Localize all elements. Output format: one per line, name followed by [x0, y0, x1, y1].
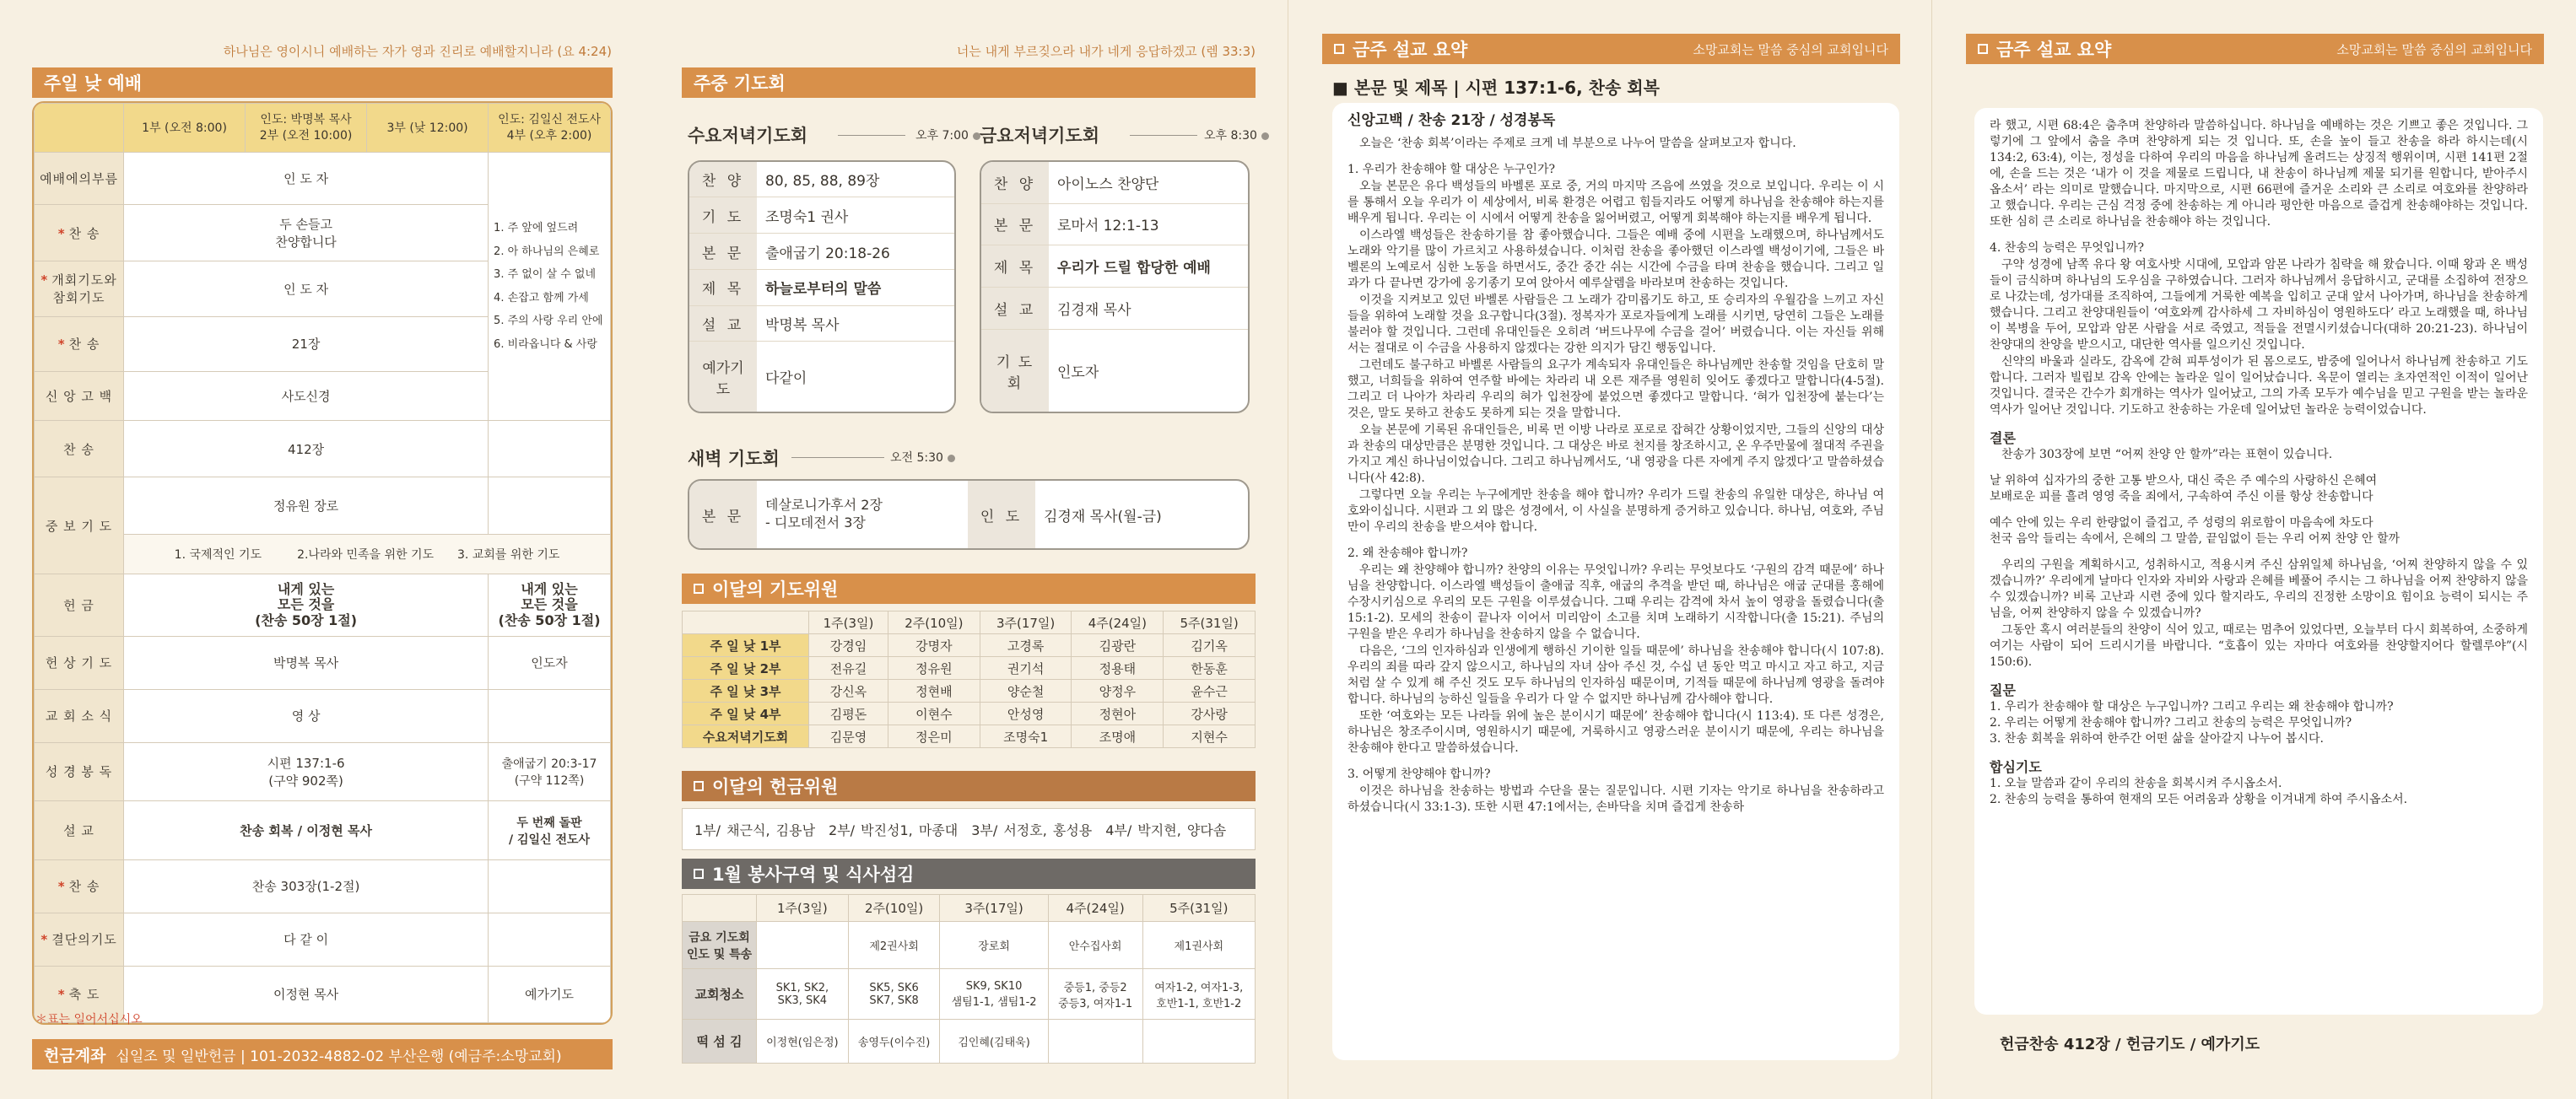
- fri-v4: 김경재 목사: [1049, 288, 1248, 330]
- val-hymn3-4: [489, 420, 611, 477]
- val-reading-4: 출애굽기 20:3-17 (구약 112쪽): [489, 742, 611, 801]
- question-heading: 질문: [1990, 682, 2016, 698]
- dawn-v2: 김경재 목사(월-금): [1044, 508, 1162, 525]
- val-decision: 다 같 이: [124, 913, 489, 966]
- duty-h3: 3주(17일): [940, 895, 1048, 922]
- prayer-h1: 1주(3일): [809, 611, 888, 634]
- account-label: 헌금계좌: [44, 1046, 106, 1065]
- label-hymn4: * 찬 송: [35, 859, 124, 913]
- val-intercession: 정유원 장로: [124, 477, 489, 534]
- dawn-title: 새벽 기도회: [688, 449, 780, 469]
- section-header-sunday: [32, 67, 613, 98]
- dawn-k1: 본 문: [689, 481, 757, 548]
- wed-v6: 다같이: [765, 370, 807, 388]
- table-row: 수요저녁기도회 김문영 정은미 조명숙1 조명애 지현수: [683, 725, 1256, 748]
- sermon-header-title: 금주 설교 요약: [1996, 40, 2112, 60]
- duty-h5: 5주(31일): [1142, 895, 1255, 922]
- val-hymn1: 두 손들고 찬양합니다: [124, 205, 489, 261]
- square-icon: [1978, 44, 1988, 54]
- panel-sunday-worship: [0, 0, 644, 1099]
- table-row: 주 일 낮 3부 강신옥 정현배 양순철 양정우 윤수근: [683, 680, 1256, 703]
- para: 라 했고, 시편 68:4은 춤추며 찬양하라 말씀하십니다. 하나님을 예배하는 것은 기쁘고 좋은 것입니다. 그렇기에 그 앞에서 춤을 추며 찬양하게 되는 것 입니다. 또, 손을 높이 들고 찬송을 하라 하시는데(시 134:2, 63:4), 이는, 정성을 다하여 우리의 마음을 하나님께 올려드는 상징적 행위이며, 시편 141편 2절에, 손을 드는 것은 ‘내가 이 것을 제물로 드립니다, 내 찬송이 하나님께 제물 되기를 원합니다, 받아주시옵소서’ 라는 의미로 말했습니다. 마지막으로, 시편 66편에 즐거운 소리와 큰 소리로 여호와를 찬양하라고 했습니다. 우리는 근심 걱정 중에 찬송하는 게 아니라 평안한 마음으로 즐겁게 찬송해야하는 것입니다. 또한 심히 큰 소리로 하나님을 찬송해야 하는 것입니다.: [1990, 119, 2528, 229]
- duty-h1: 1주(3일): [757, 895, 849, 922]
- table-row: 금요 기도회 인도 및 특송 제2권사회 장로회 안수집사회 제1권사회: [683, 922, 1256, 969]
- prayer-h5: 5주(31일): [1164, 611, 1256, 634]
- fri-v3: 우리가 드릴 합당한 예배: [1049, 245, 1248, 288]
- fri-title: 금요저녁기도회: [980, 126, 1100, 146]
- wed-v4: 하늘로부터의 말씀: [757, 269, 954, 305]
- para: 그렇다면 오늘 우리는 누구에게만 찬송을 해야 합니까? 우리가 드릴 찬송의 유일한 대상은, 하나님 여호와이십니다. 시편과 그 외 많은 성경에서, 이 사실을 분명하게 증거하고 있습니다. 하나님, 여호와, 주님만이 우리의 찬송을 받으셔야 합니다.: [1347, 488, 1884, 534]
- liturgy-line: 신앙고백 / 찬송 21장 / 성경봉독: [1347, 112, 1556, 129]
- prayer-list: 1. 오늘 말씀과 같이 우리의 찬송을 회복시켜 주시옵소서. 2. 찬송의 능력을 통하여 현재의 모든 어려움과 상황을 이겨내게 하여 주시옵소서.: [1990, 777, 2408, 806]
- section-header-duty: [682, 859, 1256, 889]
- para-heading: 3. 어떻게 찬양해야 합니까?: [1347, 768, 1491, 781]
- song-6: 6. 비라옵니다 & 사랑: [494, 337, 597, 351]
- head-part4: 인도: 김일신 전도사 4부 (오후 2:00): [489, 104, 611, 153]
- val-offering: 내게 있는 모든 것을 (찬송 50장 1절): [124, 574, 489, 636]
- val-hymn2: 21장: [124, 316, 489, 371]
- panel-sermon-summary-2: [1932, 0, 2576, 1099]
- offer-title: 이달의 헌금위원: [712, 777, 839, 797]
- wed-card: [688, 160, 956, 413]
- head-part3: 3부 (낮 12:00): [367, 104, 489, 153]
- offering-members: 1부/ 채근식, 김용남 2부/ 박진성1, 마종대 3부/ 서정호, 홍성용 4부/ 박지현, 양다솜: [682, 808, 1256, 850]
- wed-v3: 출애굽기 20:18-26: [757, 234, 954, 270]
- prayer-corner: [683, 611, 809, 634]
- dawn-card: [688, 479, 1250, 550]
- wed-v5: 박명복 목사: [757, 305, 954, 342]
- para: 우리의 구원을 계획하시고, 성취하시고, 적용시켜 주신 삼위일체 하나님을, ‘어찌 찬양하지 않을 수 있겠습니까?’ 우리에게 날마다 인자와 자비와 사랑과 은혜를 베풀어 주시는 그 하나님을 어찌 찬양하지 않을 수 있겠습니까? 비록 고난과 시련 중에 있다 할지라도, 우리의 진정한 소망이요 힘이요 능력이 되시는 주님을, 어찌 찬양하지 않을 수 있겠습니까?: [1990, 558, 2528, 620]
- para: 이스라엘 백성들은 찬송하기를 참 좋아했습니다. 그들은 예배 중에 시편을 노래했으며, 하나님께서도 노래와 악기를 많이 가르치고 사용하셨습니다. 이처럼 찬송을 좋아했던 이스라엘 백성이기에, 그들은 바벨론의 노예로서 심한 노동을 하면서도, 중간 중간 쉬는 시간에 수금을 타며 찬송을 했습니다. 그리고 일과가 다 끝나면 강가에 옹기종기 모여 앉아서 예루살렘을 바라보며 찬송하는 것입니다.: [1347, 229, 1884, 290]
- fri-k2: 본 문: [981, 203, 1049, 245]
- para: 신약의 바울과 실라도, 감옥에 갇혀 피투성이가 된 몸으로도, 밤중에 일어나서 하나님께 찬송하고 기도합니다. 그러자 빌립보 감옥 안에는 놀라운 일이 일어났습니다. 옥문이 열리는 초자연적인 이적이 일어난 것입니다. 결국은 간수가 회개하는 역사가 일어났고, 그의 가족 모두가 예수님을 믿고 구원을 받는 놀라운 역사가 일어난 것입니다. 기도하고 찬송하는 가운데 일어났던 놀라운 능력이었습니다.: [1990, 355, 2528, 417]
- verse-john: 하나님은 영이시니 예배하는 자가 영과 진리로 예배할지니라 (요 4:24): [223, 44, 612, 59]
- val-benediction-4: 예가기도: [489, 966, 611, 1022]
- label-hymn2: * 찬 송: [35, 316, 124, 371]
- square-icon: [694, 869, 704, 879]
- val-offering-4: 내게 있는 모든 것을 (찬송 50장 1절): [489, 574, 611, 636]
- section-header-sermon: [1322, 34, 1900, 64]
- fri-rule: [1130, 135, 1197, 136]
- para-heading: 4. 찬송의 능력은 무엇입니까?: [1990, 241, 2144, 255]
- sermon-text-1: [1332, 103, 1899, 1060]
- verse-jeremiah: 너는 내게 부르짖으라 내가 네게 응답하겠고 (렘 33:3): [956, 44, 1256, 59]
- fri-k4: 설 교: [981, 288, 1049, 330]
- section-title: 주중 기도회: [694, 73, 786, 94]
- label-hymn1: * 찬 송: [35, 205, 124, 261]
- duty-h4: 4주(24일): [1048, 895, 1142, 922]
- duty-corner: [683, 895, 757, 922]
- song-1: 1. 주 앞에 엎드려: [494, 222, 579, 235]
- para: 다음은, ‘그의 인자하심과 인생에게 행하신 기이한 일들 때문에’ 하나님을 찬송해야 합니다(시 107:8). 우리의 죄를 따라 갚지 않으시고, 하나님의 자녀 삼아 주신 것, 수십 년 동안 먹고 마시고 자고 하고, 지금처럼 살 수 있게 해 주신 것도 모두 하나님의 인자하심 때문이며, 기적들 때문에 하나님께 영광을 돌려야 합니다. 하나님의 능하신 일들을 우리가 다 알 수 없지만 하나님께 감사해야 합니다.: [1347, 644, 1884, 706]
- wed-k2: 기 도: [689, 197, 757, 234]
- label-offering: 헌 금: [35, 574, 124, 636]
- table-row: 떡 섬 김 이정현(임은정) 송영두(이수진) 김인혜(김태욱): [683, 1020, 1256, 1064]
- panel-sermon-summary-1: [1288, 0, 1932, 1099]
- para: 우리는 왜 찬양해야 합니까? 찬양의 이유는 무엇입니까? 우리는 무엇보다도 ‘구원의 감격 때문에’ 하나님을 찬양합니다. 이스라엘 백성들이 출애굽 직후, 애굽의 추격을 받던 때, 하나님은 애굽 군대를 홍해에 수장시키심으로 우리의 모든 구원을 이루셨습니다. 그때 우리는 감격에 차서 높이 영광을 돌렸습니다(출 15:1-2). 모세의 찬송이 끝나자 이어서 미리암이 소고를 치며 노래하기 시작합니다(출 15:21). 주님의 구원을 받은 우리가 하나님을 찬송하지 않을 수 없습니다.: [1347, 563, 1884, 641]
- label-benediction: * 축 도: [35, 966, 124, 1022]
- hymn-lyrics-2: 예수 안에 있는 우리 한량없이 즐겁고, 주 성령의 위로함이 마음속에 차도다 천국 음악 들리는 속에서, 은혜의 그 말씀, 끝임없이 듣는 우리 어찌 찬양 안 할까: [1990, 516, 2400, 546]
- head-part2: 인도: 박명복 목사 2부 (오전 10:00): [246, 104, 367, 153]
- song-5: 5. 주의 사랑 우리 안에: [494, 315, 603, 328]
- worship-order-table: [32, 101, 613, 1025]
- wed-k4: 제 목: [689, 269, 757, 305]
- dawn-rule: [791, 457, 884, 458]
- para: 그런데도 불구하고 바벨론 사람들의 요구가 계속되자 유대인들은 하나님께만 찬송할 것임을 단호히 말했고, 너희들을 위하여 연주할 바에는 차라리 내 오른 재주를 영원히 잊어도 좋겠다고 말합니다(4-5절). 그리고 더 나아가 차라리 우리의 혀가 입천장에 붙었으면 좋겠다고 말합니다. ‘혀가 입천장에 붙는다’는 것은, 말도 못하고 찬송도 못하게 되는 것을 말합니다.: [1347, 358, 1884, 420]
- hymn-lyrics-1: 날 위하여 십자가의 중한 고통 받으사, 대신 죽은 주 예수의 사랑하신 은혜여 보배로운 피를 흘려 영영 죽을 죄에서, 구속하여 주신 이를 항상 찬송합니다: [1990, 474, 2378, 504]
- head-corner: [35, 104, 124, 153]
- label-decision: * 결단의기도: [35, 913, 124, 966]
- val-reading: 시편 137:1-6 (구약 902쪽): [124, 742, 489, 801]
- square-icon: [1334, 44, 1344, 54]
- label-opening-prayer: * 개회기도와 참회기도: [35, 261, 124, 316]
- section-header-prayer-members: [682, 574, 1256, 604]
- para: 이것은 하나님을 찬송하는 방법과 수단을 묻는 질문입니다. 시편 기자는 악기로 하나님을 찬송하라고 하셨습니다(시 33:1-3). 또한 시편 47:1에서는, 손바닥을 치며 즐겁게 찬송하: [1347, 784, 1884, 814]
- prayer-heading: 합심기도: [1990, 759, 2042, 775]
- wed-time: 오후 7:00: [915, 127, 980, 143]
- label-call: 예배에의부름: [35, 153, 124, 205]
- val-hymn4: 찬송 303장(1-2절): [124, 859, 489, 913]
- conclusion-heading: 결론: [1990, 430, 2016, 446]
- head-part1: 1부 (오전 8:00): [124, 104, 246, 153]
- label-news: 교 회 소 식: [35, 689, 124, 742]
- val-hymn4-4: [489, 859, 611, 913]
- wed-k6: 예가기도: [689, 342, 757, 412]
- dawn-time: 오전 5:30: [890, 449, 955, 466]
- val-offering-prayer-4: 인도자: [489, 636, 611, 689]
- val-hymn3: 412장: [124, 420, 489, 477]
- fri-time: 오후 8:30: [1204, 127, 1269, 143]
- table-row: 주 일 낮 2부 전유길 정유원 권기석 정용태 한동훈: [683, 657, 1256, 680]
- fri-v2: 로마서 12:1-13: [1049, 203, 1248, 245]
- val-intercession-4: [489, 477, 611, 534]
- church-slogan: 소망교회는 말씀 중심의 교회입니다: [2336, 41, 2532, 57]
- sermon-header-title: 금주 설교 요약: [1353, 40, 1468, 60]
- para: 구약 성경에 남쪽 유다 왕 여호사밧 시대에, 모압과 암몬 나라가 침략을 해 왔습니다. 이때 왕과 온 백성들이 금식하며 하나님의 도우심을 구하였습니다. 그러자 하나님께서 응답하시고, 군대를 소집하여 전장으로 나갔는데, 성가대를 조직하여, 그들에게 거룩한 예복을 입히고 군대 앞서 나아가며, 하나님을 찬송하게 했습니다. 그리고 찬양대원들이 ‘여호와께 감사하세 그 자비하심이 영원하도다’ 라고 노래했을 때, 하나님이 복병을 두어, 모압과 암몬 사람을 서로 죽였고, 적들을 전멸시키셨습니다(대하 20:21-23). 하나님이 찬양대의 찬양을 받으시고, 대단한 역사를 일으키신 것입니다.: [1990, 258, 2528, 352]
- song-2: 2. 아 하나님의 은혜로: [494, 245, 600, 258]
- square-icon: [694, 584, 704, 594]
- para: 이것을 지켜보고 있던 바벨론 사람들은 그 노래가 감미롭기도 하고, 또 승리자의 우월감을 느끼고 자신들을 위하여 노래할 것을 요구합니다(3절). 정복자가 포로자들에게 노래를 시키면, 당연히 그들은 노래를 불러야 할 것입니다. 그런데 유대인들은 오히려 ‘버드나무에 수금을 걸어’ 버렸습니다. 이는 자신들 위해서는 절대로 이 수금을 사용하지 않겠다는 강한 의지가 담긴 행동입니다.: [1347, 294, 1884, 355]
- label-intercession: 중 보 기 도: [35, 477, 124, 574]
- label-sermon: 설 교: [35, 801, 124, 860]
- church-slogan: 소망교회는 말씀 중심의 교회입니다: [1693, 41, 1888, 57]
- account-value: 십일조 및 일반헌금 | 101-2032-4882-02 부산은행 (예금주:소망교회): [116, 1048, 562, 1065]
- wed-title: 수요저녁기도회: [688, 126, 808, 146]
- offering-footer: 헌금찬송 412장 / 헌금기도 / 예가기도: [2000, 1036, 2260, 1053]
- standing-note: ＊표는 일어서십시오: [35, 1013, 143, 1026]
- prayer-h2: 2주(10일): [888, 611, 980, 634]
- sermon-passage: ■ 본문 및 제목 | 시편 137:1-6, 찬송 회복: [1332, 78, 1660, 98]
- label-offering-prayer: 헌 상 기 도: [35, 636, 124, 689]
- val-news-4: [489, 689, 611, 742]
- val-news: 영 상: [124, 689, 489, 742]
- fri-v5: 인도자: [1057, 364, 1099, 382]
- para: 오늘 본문에 기록된 유대인들은, 비록 먼 이방 나라로 포로로 잡혀간 상황이었지만, 그들의 신앙의 대상과 찬송의 대상만큼은 분명한 것입니다. 그 대상은 바로 천지를 창조하시고, 온 우주만물에 절대적 주권을 가지고 계신 하나님이었습니다. 그리고 하나님께서도, ‘내 영광을 다른 자에게 주지 않겠다’고 말씀하셨습니다(사 42:8).: [1347, 423, 1884, 485]
- label-reading: 성 경 봉 독: [35, 742, 124, 801]
- wed-k1: 찬 양: [689, 162, 757, 197]
- intercession-topics: 1. 국제적인 기도 2.나라와 민족을 위한 기도 3. 교회를 위한 기도: [124, 534, 611, 574]
- table-row: 교회청소 SK1, SK2, SK3, SK4 SK5, SK6 SK7, SK8 SK9, SK10 샘팀1-1, 샘팀1-2 중등1, 중등2 중등3, 여자1-1 여자1-2, 여자1-3, 호반1-1, 호반1-2: [683, 969, 1256, 1020]
- val-sermon-4: 두 번째 돌판 / 김일신 전도사: [489, 801, 611, 860]
- duty-table: [682, 894, 1256, 1064]
- panel-weekday-prayer: [644, 0, 1288, 1099]
- dawn-v1: 데살로니가후서 2장 - 디모데전서 3장: [765, 497, 883, 531]
- fri-v1: 아이노스 찬양단: [1049, 162, 1248, 203]
- val-offering-prayer: 박명복 목사: [124, 636, 489, 689]
- val-creed: 사도신경: [124, 371, 489, 420]
- duty-h2: 2주(10일): [848, 895, 940, 922]
- para-heading: 2. 왜 찬송해야 합니까?: [1347, 547, 1468, 560]
- val-sermon: 찬송 회복 / 이정현 목사: [124, 801, 489, 860]
- para: 또한 ‘여호와는 모든 나라들 위에 높은 분이시기 때문에’ 찬송해야 합니다(시 113:4). 또 다른 성경은, 하나님은 창조주이시며, 영원하시기 때문에, 거룩하시고 영광스러운 분이시기 때문에, 우리는 하나님을 찬송해야 한다고 말씀하셨습니다.: [1347, 709, 1884, 755]
- table-row: 주 일 낮 1부 강경임 강명자 고경록 김광란 김기옥: [683, 634, 1256, 657]
- dawn-k2: 인 도: [968, 481, 1035, 548]
- para: 오늘은 ‘찬송 회복’이라는 주제로 크게 네 부분으로 나누어 말씀을 살펴보고자 합니다.: [1359, 137, 1796, 150]
- wed-v2: 조명숙1 권사: [757, 197, 954, 234]
- val-benediction: 이정현 목사: [124, 966, 489, 1022]
- square-icon: [694, 781, 704, 791]
- fri-k1: 찬 양: [981, 162, 1049, 203]
- fri-card: [980, 160, 1250, 413]
- val-opening-prayer: 인 도 자: [124, 261, 489, 316]
- table-row: 주 일 낮 4부 김평돈 이현수 안성영 정현아 강사랑: [683, 703, 1256, 725]
- wed-k5: 설 교: [689, 305, 757, 342]
- wed-v1: 80, 85, 88, 89장: [757, 162, 954, 197]
- song-3: 3. 주 없이 살 수 없네: [494, 268, 597, 282]
- val-call: 인 도 자: [124, 153, 489, 205]
- sermon-text-2: [1974, 108, 2543, 1015]
- label-creed: 신 앙 고 백: [35, 371, 124, 420]
- section-header-prayer: [682, 67, 1256, 98]
- label-hymn3: 찬 송: [35, 420, 124, 477]
- duty-title: 1월 봉사구역 및 식사섬김: [712, 865, 915, 885]
- wed-k3: 본 문: [689, 234, 757, 270]
- para: 그동안 혹시 여러분들의 찬양이 식어 있고, 때로는 멈추어 있었다면, 오늘부터 다시 회복하여, 소중하게 여기는 사람이 되어 드리시기를 바랍니다. “호흡이 있는 자마다 여호와를 찬양할지어다 할렐루야”(시 150:6).: [1990, 623, 2528, 669]
- question-list: 1. 우리가 찬송해야 할 대상은 누구입니까? 그리고 우리는 왜 찬송해야 합니까? 2. 우리는 어떻게 찬송해야 합니까? 그리고 찬송의 능력은 무엇입니까? 3. 찬송 회복을 위하여 한주간 어떤 삶을 살아갈지 나누어 봅시다.: [1990, 700, 2394, 746]
- song-list: [489, 153, 611, 421]
- prayer-title: 이달의 기도위원: [712, 579, 839, 600]
- para: 오늘 본문은 유다 백성들의 바벨론 포로 중, 거의 마지막 즈음에 쓰였을 것으로 보입니다. 우리는 이 시를 통해서 오늘 우리가 이 세상에서, 비록 환경은 어렵고 힘들지라도 어떻게 하나님을 찬송해야 하는지를 배우게 됩니다. 우리는 이 시에서 어떻게 찬송을 잃어버렸고, 어떻게 회복해야 하는지를 배우게 됩니다.: [1347, 180, 1884, 225]
- wed-rule: [838, 135, 905, 136]
- prayer-h4: 4주(24일): [1072, 611, 1164, 634]
- prayer-members-table: [682, 611, 1256, 748]
- song-4: 4. 손잡고 함께 가세: [494, 291, 589, 304]
- para: 찬송가 303장에 보면 “어찌 찬양 안 할까”라는 표현이 있습니다.: [2001, 448, 2333, 461]
- section-title: 주일 낮 예배: [44, 73, 143, 94]
- section-header-offering-members: [682, 771, 1256, 801]
- offering-account: [32, 1039, 613, 1069]
- para-heading: 1. 우리가 찬송해야 할 대상은 누구인가?: [1347, 163, 1555, 176]
- fri-k3: 제 목: [981, 245, 1049, 288]
- prayer-h3: 3주(17일): [980, 611, 1072, 634]
- section-header-sermon: [1966, 34, 2544, 64]
- fri-k5: 기 도 회: [981, 330, 1049, 412]
- val-decision-4: [489, 913, 611, 966]
